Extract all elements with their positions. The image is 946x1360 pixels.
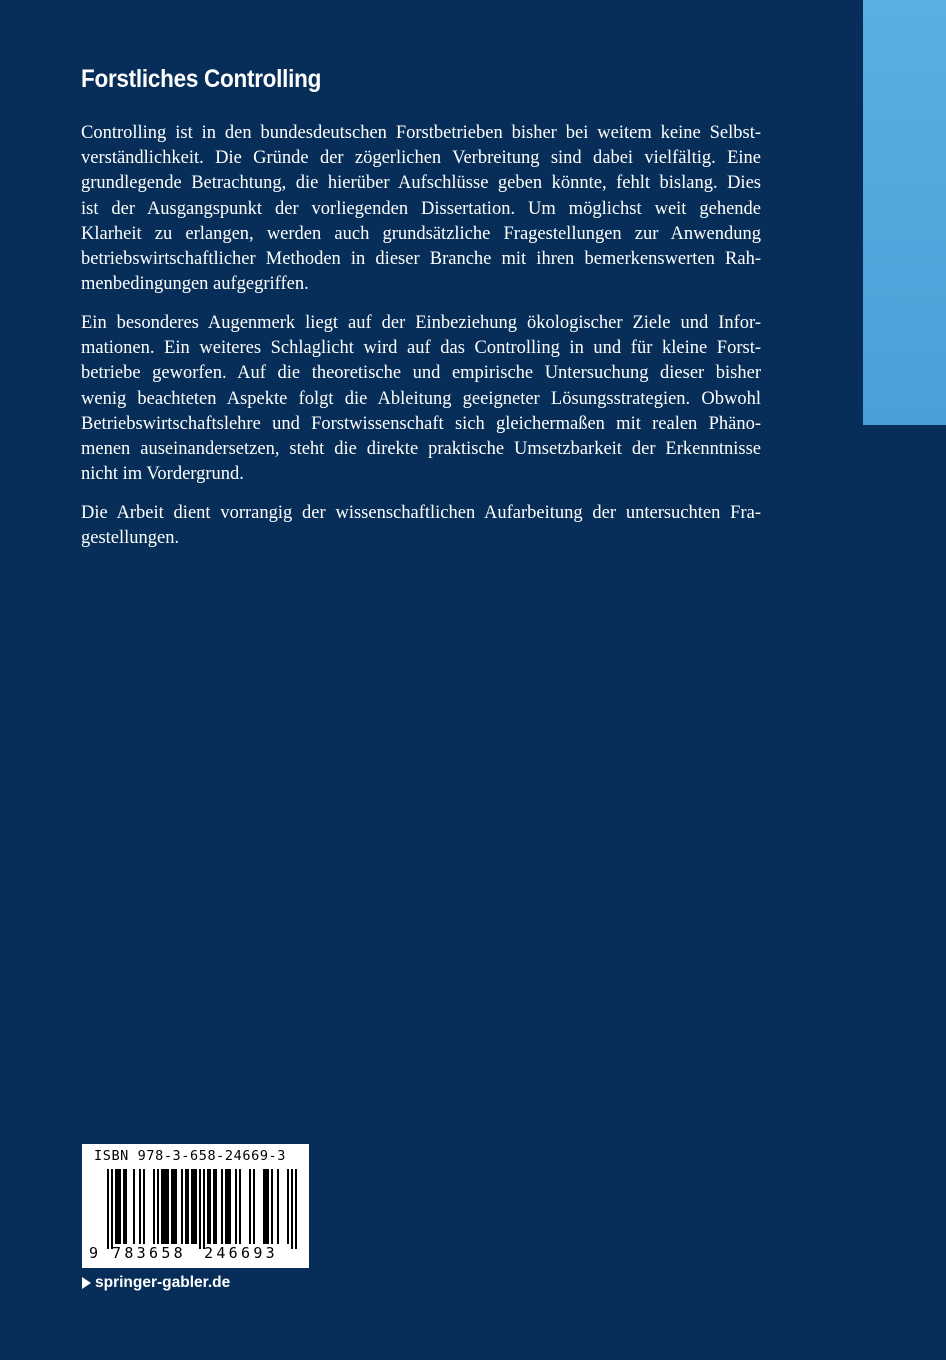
- book-title: Forstliches Controlling: [81, 65, 322, 93]
- barcode-guard-bar: [295, 1169, 297, 1249]
- barcode-bar: [125, 1169, 127, 1244]
- barcode-bar: [253, 1169, 255, 1244]
- barcode-bar: [157, 1169, 159, 1244]
- barcode-bar: [185, 1169, 187, 1244]
- barcode-guard-bar: [111, 1169, 113, 1249]
- barcode-bar: [287, 1169, 289, 1244]
- barcode-bar: [227, 1169, 229, 1244]
- barcode-bar: [235, 1169, 237, 1244]
- barcode-bar: [133, 1169, 135, 1244]
- blurb-line: verständlichkeit. Die Gründe der zögerlichen Verbreitung sind dabei vielfältig. Eine: [81, 148, 761, 169]
- barcode-bar: [215, 1169, 217, 1244]
- barcode-bar: [191, 1169, 193, 1244]
- barcode-guard-bar: [199, 1169, 201, 1249]
- barcode-bar: [271, 1169, 273, 1244]
- barcode-bar: [265, 1169, 267, 1244]
- blurb-line: Die Arbeit dient vorrangig der wissenschaftlichen Aufarbeitung der untersuchten Fra-: [81, 503, 761, 524]
- barcode-bar: [123, 1169, 125, 1244]
- barcode-bar: [277, 1169, 279, 1244]
- barcode-bar: [115, 1169, 117, 1244]
- barcode-bar: [139, 1169, 141, 1244]
- blurb: [81, 121, 761, 565]
- barcode-bar: [143, 1169, 145, 1244]
- barcode-bar: [117, 1169, 119, 1244]
- blurb-line: betriebswirtschaftlicher Methoden in dieser Branche mit ihren bemerkenswerten Rah-: [81, 249, 761, 270]
- publisher-url: springer-gabler.de: [95, 1274, 231, 1291]
- blurb-line: Ein besonderes Augenmerk liegt auf der Einbeziehung ökologischer Ziele und Infor-: [81, 313, 761, 334]
- arrow-right-icon: [82, 1277, 91, 1289]
- barcode-bar: [195, 1169, 197, 1244]
- blurb-line: wenig beachteten Aspekte folgt die Ableitung geeigneter Lösungsstrategien. Obwohl: [81, 388, 761, 409]
- barcode-bar: [153, 1169, 155, 1244]
- barcode-guard-bar: [107, 1169, 109, 1249]
- barcode-bar: [267, 1169, 269, 1244]
- barcode-bar: [161, 1169, 163, 1244]
- barcode-bar: [225, 1169, 227, 1244]
- blurb-line: menbedingungen aufgegriffen.: [81, 274, 309, 295]
- barcode-bar: [167, 1169, 169, 1244]
- blurb-paragraph-3: [81, 501, 761, 551]
- blurb-line: Controlling ist in den bundesdeutschen Forstbetrieben bisher bei weitem keine Selbst-: [81, 123, 761, 143]
- ean-first-digit: 9: [89, 1244, 99, 1262]
- barcode-bar: [193, 1169, 195, 1244]
- blurb-paragraph-2: [81, 311, 761, 487]
- isbn-label: ISBN 978-3-658-24669-3: [94, 1148, 287, 1164]
- blurb-line: ist der Ausgangspunkt der vorliegenden Dissertation. Um möglichst weit gehende: [81, 198, 761, 219]
- ean-right-digits: 246693: [204, 1244, 278, 1262]
- barcode-bar: [207, 1169, 209, 1244]
- blurb-line: nicht im Vordergrund.: [81, 464, 244, 485]
- barcode-bar: [187, 1169, 189, 1244]
- isbn-barcode: [82, 1144, 309, 1268]
- barcode-bar: [173, 1169, 175, 1244]
- blurb-line: Klarheit zu erlangen, werden auch grundsätzliche Fragestellungen zur Anwendung: [81, 223, 761, 244]
- barcode-bar: [213, 1169, 215, 1244]
- barcode-bar: [175, 1169, 177, 1244]
- barcode-bar: [119, 1169, 121, 1244]
- barcode-bar: [239, 1169, 241, 1244]
- barcode-guard-bar: [291, 1169, 293, 1249]
- blurb-line: gestellungen.: [81, 528, 180, 549]
- blurb-line: menen auseinandersetzen, steht die direkte praktische Umsetzbarkeit der Erkenntnisse: [81, 439, 761, 460]
- blurb-line: betriebe geworfen. Auf die theoretische und empirische Untersuchung dieser bisher: [81, 363, 761, 384]
- barcode-bar: [263, 1169, 265, 1244]
- barcode-bar: [163, 1169, 165, 1244]
- barcode-bar: [181, 1169, 183, 1244]
- blurb-line: mationen. Ein weiteres Schlaglicht wird auf das Controlling in und für kleine Forst-: [81, 338, 761, 359]
- publisher-link[interactable]: [82, 1273, 230, 1293]
- blurb-line: grundlegende Betrachtung, die hierüber Aufschlüsse geben könnte, fehlt bislang. Dies: [81, 173, 761, 194]
- barcode-bar: [221, 1169, 223, 1244]
- barcode-bar: [229, 1169, 231, 1244]
- accent-bar: [863, 0, 946, 425]
- blurb-paragraph-1: [81, 121, 761, 297]
- blurb-line: Betriebswirtschaftslehre und Forstwissenschaft sich gleichermaßen mit realen Phäno-: [81, 413, 761, 434]
- barcode-bar: [171, 1169, 173, 1244]
- barcode-bar: [249, 1169, 251, 1244]
- barcode-bar: [209, 1169, 211, 1244]
- barcode-guard-bar: [203, 1169, 205, 1249]
- barcode-bar: [165, 1169, 167, 1244]
- ean-left-digits: 783658: [112, 1244, 186, 1262]
